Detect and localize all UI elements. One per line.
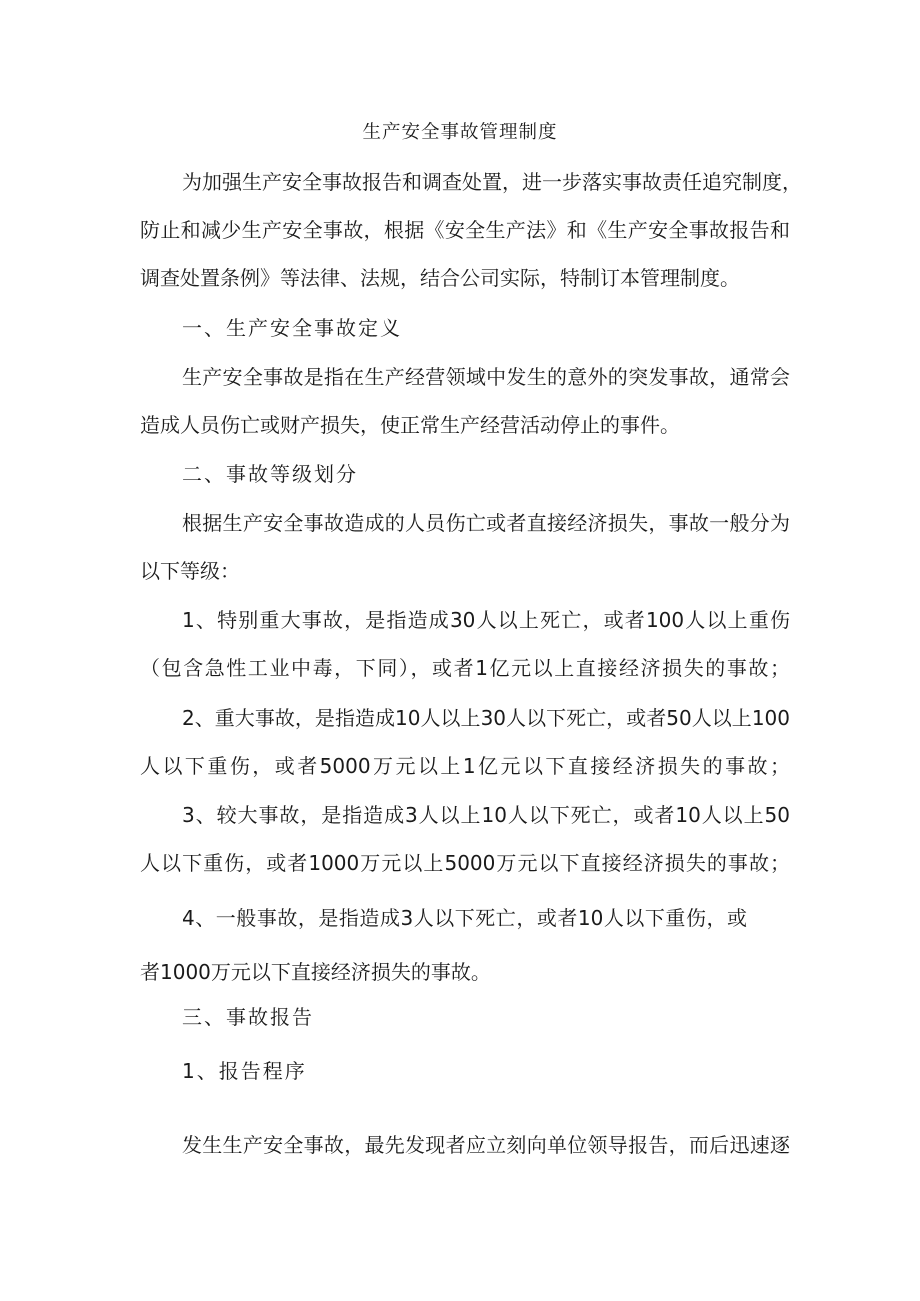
section-1-line-2: 造成人员伤亡或财产损失，使正常生产经营活动停止的事件。 bbox=[140, 413, 680, 437]
item-2-line-1: 2、重大事故，是指造成10人以上30人以下死亡，或者50人以上100 bbox=[182, 706, 790, 730]
section-2-line-1: 根据生产安全事故造成的人员伤亡或者直接经济损失，事故一般分为 bbox=[182, 511, 790, 535]
section-3-sub-1-heading: 1、报告程序 bbox=[182, 1059, 307, 1083]
item-4-line-1: 4、一般事故，是指造成3人以下死亡，或者10人以下重伤，或 bbox=[182, 906, 747, 930]
intro-line-2: 防止和减少生产安全事故，根据《安全生产法》和《生产安全事故报告和 bbox=[140, 218, 790, 242]
section-3-heading: 三、事故报告 bbox=[182, 1005, 314, 1029]
section-1-line-1: 生产安全事故是指在生产经营领域中发生的意外的突发事故，通常会 bbox=[182, 365, 790, 389]
item-4-line-2: 者1000万元以下直接经济损失的事故。 bbox=[140, 960, 491, 984]
section-2-heading: 二、事故等级划分 bbox=[182, 462, 358, 486]
item-2-line-2: 人以下重伤，或者5000万元以上1亿元以下直接经济损失的事故； bbox=[140, 754, 790, 778]
item-1-line-1: 1、特别重大事故，是指造成30人以上死亡，或者100人以上重伤 bbox=[182, 608, 790, 632]
section-1-heading: 一、生产安全事故定义 bbox=[182, 316, 402, 340]
item-3-line-2: 人以下重伤，或者1000万元以上5000万元以下直接经济损失的事故； bbox=[140, 851, 790, 875]
intro-line-1: 为加强生产安全事故报告和调查处置，进一步落实事故责任追究制度， bbox=[182, 170, 802, 194]
section-3-line-1: 发生生产安全事故，最先发现者应立刻向单位领导报告，而后迅速逐 bbox=[182, 1133, 790, 1157]
item-3-line-1: 3、较大事故，是指造成3人以上10人以下死亡，或者10人以上50 bbox=[182, 803, 790, 827]
document-title: 生产安全事故管理制度 bbox=[362, 122, 558, 143]
section-2-line-2: 以下等级： bbox=[140, 559, 240, 583]
intro-line-3: 调查处置条例》等法律、法规，结合公司实际，特制订本管理制度。 bbox=[140, 266, 740, 290]
item-1-line-2: （包含急性工业中毒，下同），或者1亿元以上直接经济损失的事故； bbox=[140, 656, 790, 680]
